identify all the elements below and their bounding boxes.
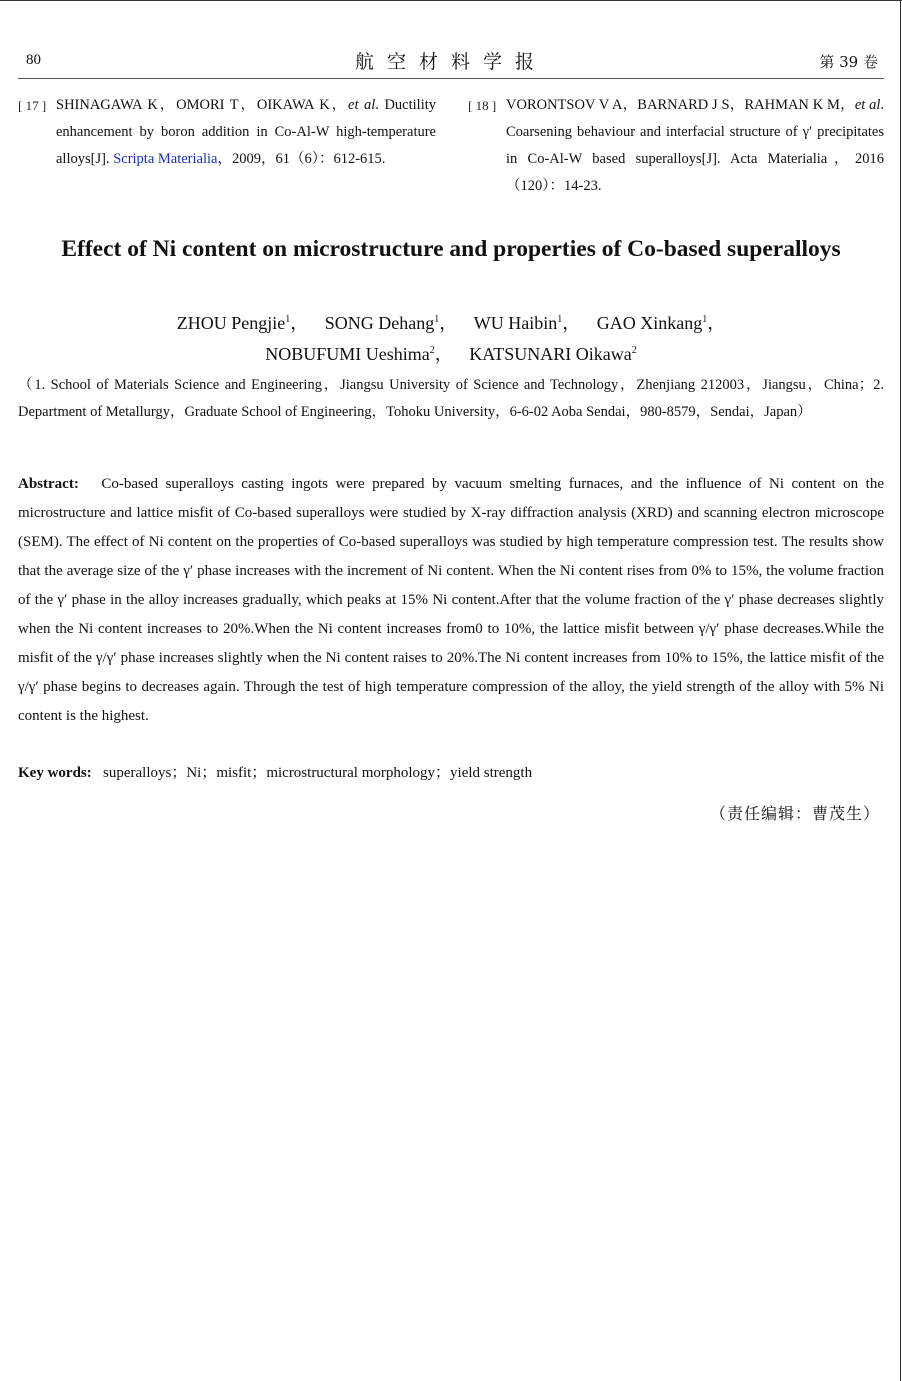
- abstract-label: Abstract:: [18, 476, 79, 492]
- author: NOBUFUMI Ueshima$^2$，: [265, 344, 453, 364]
- author: WU Haibin$^1$，: [473, 313, 581, 333]
- reference-pages: ，2009，61（6）：612-615.: [217, 151, 386, 167]
- author: SONG Dehang$^1$，: [324, 313, 458, 333]
- reference-etal: et al: [348, 97, 376, 113]
- reference-authors: SHINAGAWA K，OMORI T，OIKAWA K，: [56, 97, 349, 113]
- article-title: Effect of Ni content on microstructure and properties of Co-based superalloys: [61, 236, 841, 262]
- reference-etal: et al: [854, 97, 881, 113]
- author-line-1: [0, 306, 902, 337]
- author: GAO Xinkang$^1$，: [596, 313, 726, 333]
- abstract-text: Co-based superalloys casting ingots were prepared by vacuum smelting furnaces, and the influence of Ni content on the microstructure and lattice misfit of Co-based superalloys were studied by X-ray diffraction analysis (XRD) and scanning electron microscope (SEM). The effect of Ni content on the properties of Co-based superalloys was studied by high temperature compression test. The results show that the average size of the γ′ phase increases with the increment of Ni content. When the Ni content rises from 0% to 15%, the volume fraction of the γ′ phase in the alloy increases gradually, which peaks at 15% Ni content.After that the volume fraction of the γ′ phase decreases slightly when the Ni content increases to 20%.When the Ni content increases from0 to 10%, the lattice misfit between γ/γ′ phase decreases.While the misfit of the γ/γ′ phase increases slightly when the Ni content raises to 20%.The Ni content increases from 10% to 15%, the lattice misfit of the γ/γ′ phase begins to decreases again. Through the test of high temperature compression of the alloy, the yield strength of the alloy with 5% Ni content is the highest.: [18, 476, 884, 724]
- keywords: [18, 760, 884, 786]
- reference-authors: VORONTSOV V A，BARNARD J S，RAHMAN K M，: [506, 97, 855, 113]
- responsible-editor: （责任编辑：曹茂生）: [709, 804, 880, 823]
- reference-text: [506, 92, 884, 200]
- references-section: [18, 92, 884, 204]
- reference-title: . Coarsening behaviour and interfacial structure of γ′ precipitates in Co-Al-W based superalloys[J]. Acta Materialia，2016（120）：14-23.: [506, 97, 885, 194]
- author: ZHOU Pengjie$^1$，: [176, 313, 309, 333]
- keywords-text: superalloys；Ni；misfit；microstructural morphology；yield strength: [103, 765, 533, 781]
- reference-number: [ 17 ]: [18, 98, 47, 113]
- author: KATSUNARI Oikawa$^2$: [469, 344, 637, 364]
- reference-item: [18, 92, 436, 173]
- reference-text: [56, 92, 436, 173]
- running-header: [18, 44, 884, 79]
- page-number: 80: [26, 52, 41, 68]
- page-border-top: [0, 0, 902, 1]
- reference-journal-link[interactable]: Scripta Materialia: [113, 151, 218, 167]
- volume-label: 第 39 卷: [819, 53, 878, 71]
- author-list: [0, 306, 902, 368]
- reference-title: . Ductility enhancement by boron addition in Co-Al-W high-temperature alloys[J].: [56, 97, 436, 167]
- abstract: [18, 470, 884, 731]
- page-border-right: [900, 0, 901, 1381]
- reference-item: [468, 92, 884, 200]
- author-line-2: [0, 337, 902, 368]
- journal-title: 航空材料学报: [354, 51, 547, 73]
- affiliations: （1. School of Materials Science and Engineering，Jiangsu University of Science and Technology，Zhenjiang 212003，Jiangsu，China；2. Department of Metallurgy，Graduate School of Engineering，Tohoku University，6-6-02 Aoba Sendai，980-8579，Sendai，Japan）: [18, 377, 884, 420]
- reference-number: [ 18 ]: [468, 98, 497, 113]
- keywords-label: Key words:: [18, 765, 92, 781]
